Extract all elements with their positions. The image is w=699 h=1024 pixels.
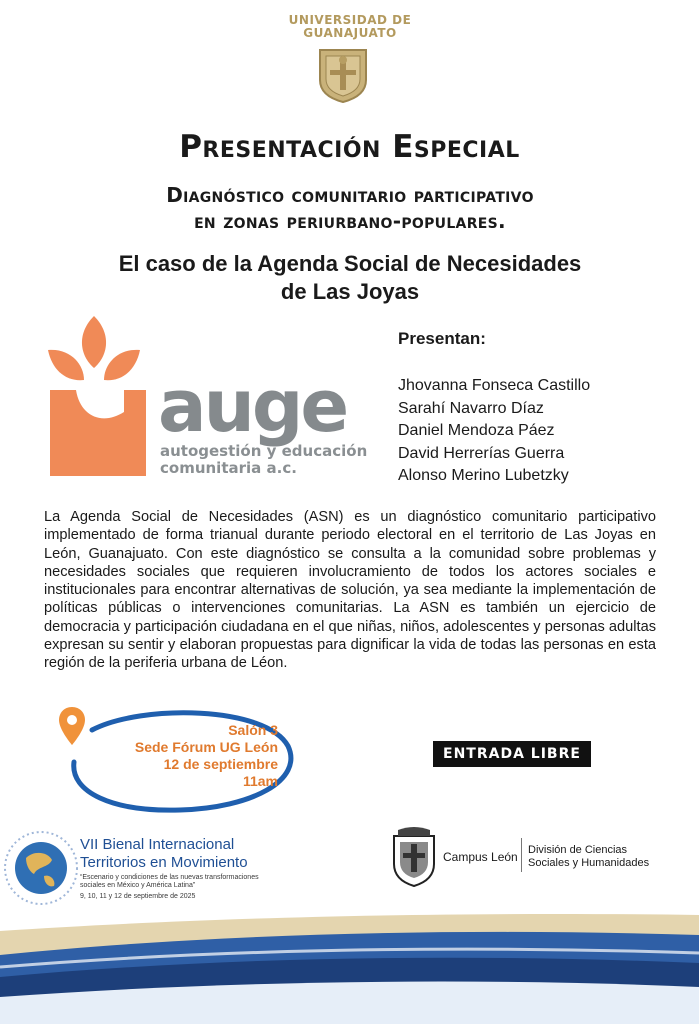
- venue-date: 12 de septiembre: [163, 756, 278, 772]
- venue-room: Salón 3: [228, 722, 278, 738]
- presenter-name: Alonso Merino Lubetzky: [398, 467, 569, 484]
- auge-wordmark: auge: [158, 364, 347, 448]
- venue-place: Sede Fórum UG León: [134, 739, 278, 755]
- auge-subtitle: [160, 443, 367, 477]
- presenters-heading: Presentan:: [398, 329, 486, 348]
- bienal-globe-icon: [4, 824, 78, 912]
- case-title: [60, 250, 640, 306]
- bienal-title-line-1: VII Bienal Internacional: [80, 836, 235, 853]
- campus-division-line-2: Sociales y Humanidades: [528, 857, 650, 869]
- location-pin-icon: [58, 706, 86, 746]
- event-description: La Agenda Social de Necesidades (ASN) es un diagnóstico comunitario participativo implementado de forma trianual durante periodo electoral en el territorio de Las Joyas en León, Guanajuato. Con este diagnóstico se consulta a la comunidad sobre problemas y necesidades sociales que requieren involucramiento de todos los actores sociales e institucionales para encontrar alternativas de solución, ya sea mediante la implementación de políticas públicas o intervenciones comunitarias. La ASN es también un ejercicio de democracia y participación ciudadana en el que niñas, niños, adolescentes y personas adultas expresan su sentir y elaboran propuestas para dignificar la vida de todas las personas en esta región de la periferia urbana de Léon.: [44, 509, 656, 672]
- presenter-name: Sarahí Navarro Díaz: [398, 399, 544, 417]
- auge-subtitle-line-2: comunitaria a.c.: [160, 459, 297, 477]
- free-entry-badge: ENTRADA LIBRE: [433, 741, 591, 767]
- subtitle-line-2: en zonas periurbano-populares.: [194, 209, 506, 233]
- event-subtitle: [60, 182, 640, 234]
- event-title: Presentación Especial: [179, 129, 520, 165]
- university-name: UNIVERSIDAD DE GUANAJUATO: [288, 13, 412, 40]
- campus-divider: [521, 838, 522, 872]
- auge-subtitle-line-1: autogestión y educación: [160, 442, 368, 460]
- university-crest-icon: [316, 46, 370, 104]
- venue-details: [118, 722, 278, 790]
- bienal-motto: “Escenario y condiciones de las nuevas transformaciones sociales en México y América Latina”: [80, 874, 259, 889]
- campus-name: Campus León: [443, 850, 518, 864]
- presenter-name: Jhovanna Fonseca Castillo: [398, 377, 591, 394]
- bienal-title-line-2: Territorios en Movimiento: [80, 854, 248, 871]
- subtitle-line-1: Diagnóstico comunitario participativo: [166, 183, 534, 207]
- presenter-name: David Herrerías Guerra: [398, 444, 565, 462]
- bienal-dates: 9, 10, 11 y 12 de septiembre de 2025: [80, 893, 196, 900]
- case-line-2: de Las Joyas: [280, 279, 420, 304]
- presenters-list: [398, 375, 590, 488]
- campus-division-line-1: División de Ciencias: [528, 844, 628, 856]
- venue-time: 11am: [242, 773, 278, 789]
- presenter-name: Daniel Mendoza Páez: [398, 422, 555, 439]
- case-line-1: El caso de la Agenda Social de Necesidades: [118, 251, 582, 276]
- decorative-waves: [0, 905, 699, 1024]
- campus-division: [528, 844, 649, 870]
- auge-logo-icon: [42, 316, 152, 476]
- campus-crest-icon: [390, 826, 438, 888]
